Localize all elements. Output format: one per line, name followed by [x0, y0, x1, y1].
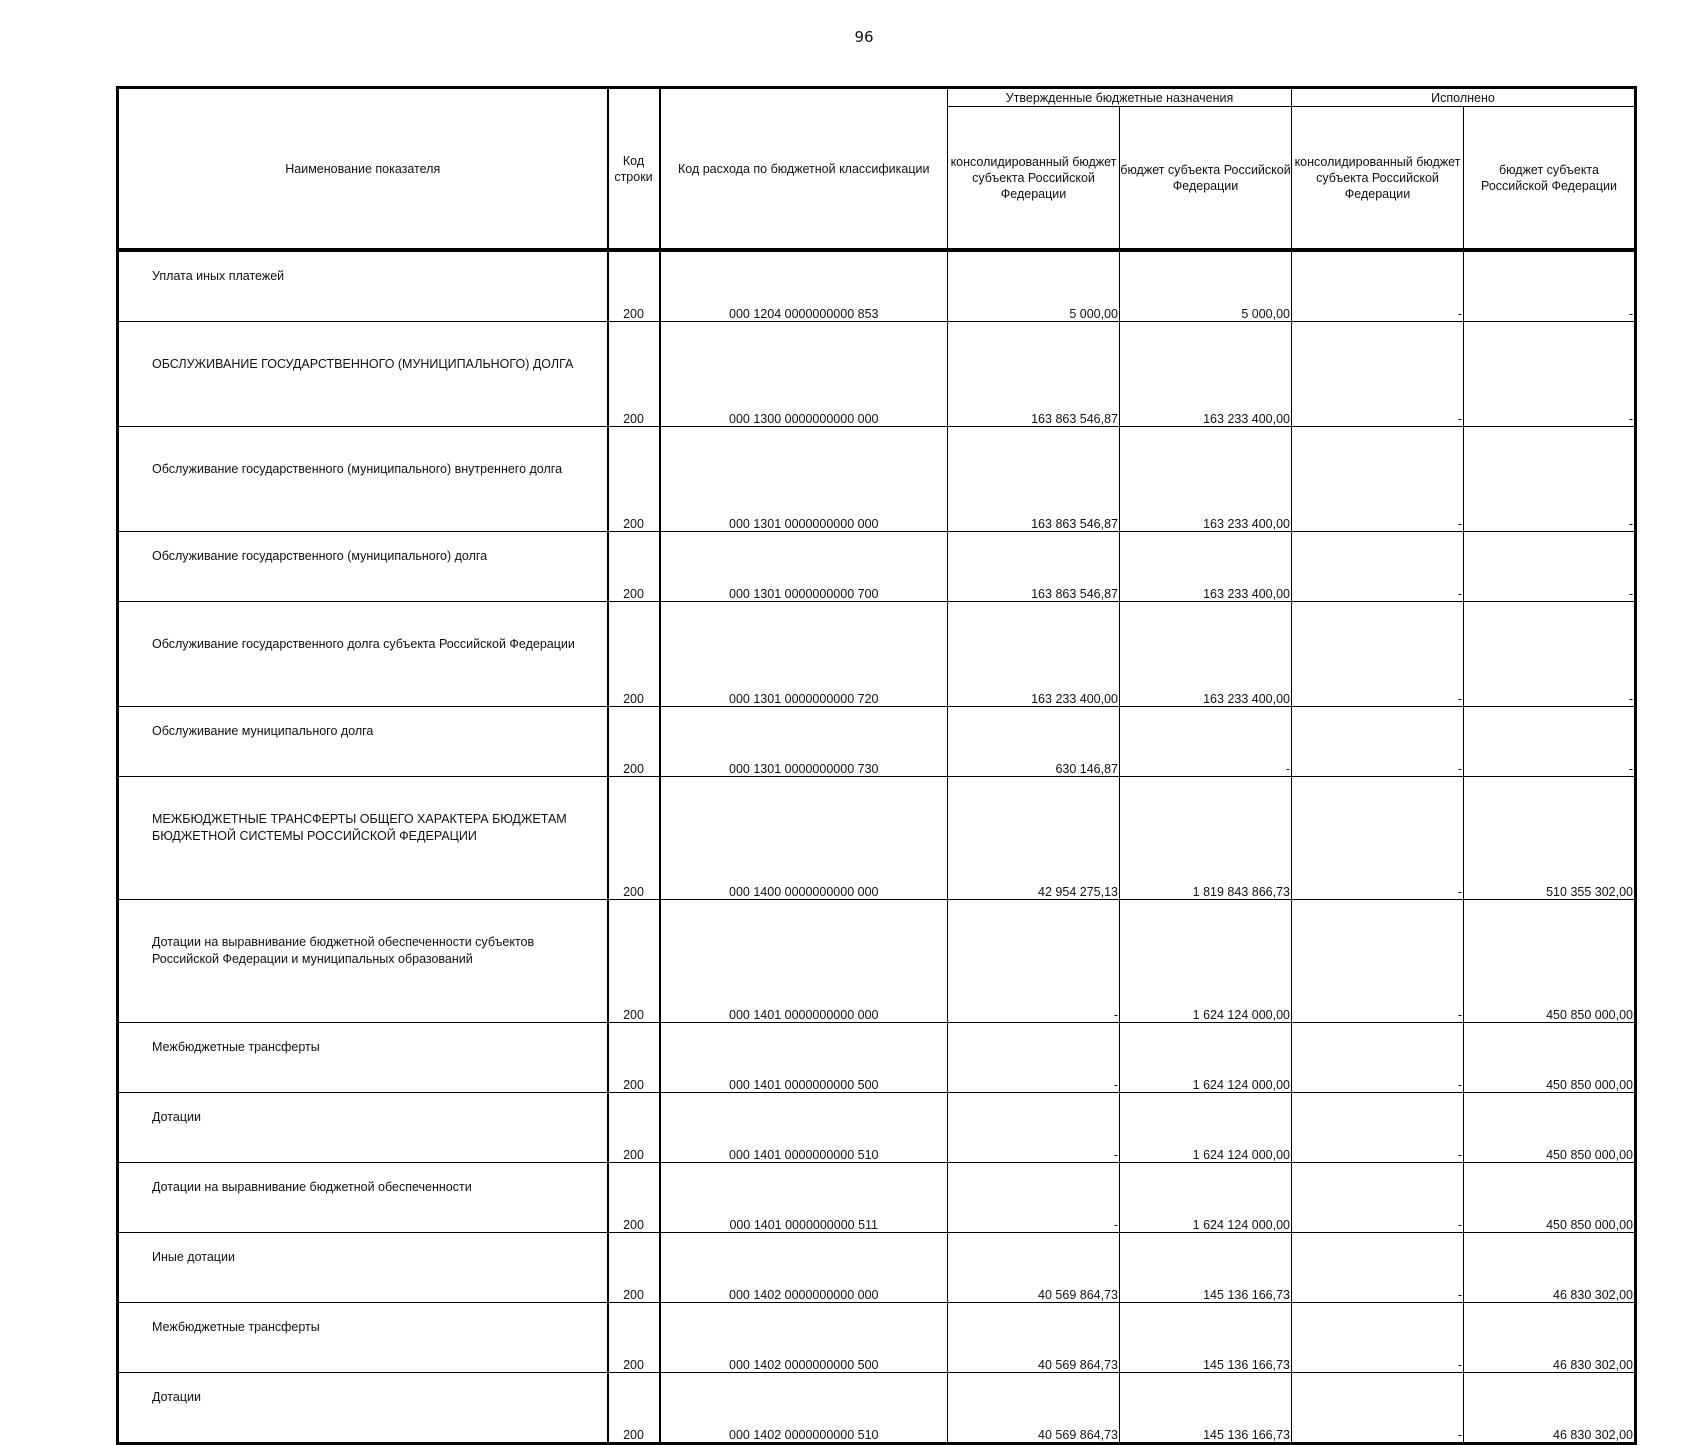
row-name: Дотации на выравнивание бюджетной обеспеченности	[118, 1163, 608, 1233]
table-row	[118, 427, 1636, 532]
row-expense-code: 000 1300 0000000000 000	[660, 322, 948, 427]
row-expense-code: 000 1400 0000000000 000	[660, 777, 948, 900]
row-executed-consolidated: -	[1292, 1373, 1464, 1444]
row-executed-consolidated: -	[1292, 1303, 1464, 1373]
row-approved-consolidated: -	[948, 1163, 1120, 1233]
row-approved-subject: 1 624 124 000,00	[1120, 1093, 1292, 1163]
row-expense-code: 000 1204 0000000000 853	[660, 250, 948, 322]
row-approved-consolidated: -	[948, 1093, 1120, 1163]
row-line-code: 200	[608, 900, 660, 1023]
row-line-code: 200	[608, 707, 660, 777]
row-approved-subject: 163 233 400,00	[1120, 602, 1292, 707]
table-row	[118, 1373, 1636, 1444]
row-line-code: 200	[608, 777, 660, 900]
table-row	[118, 900, 1636, 1023]
row-approved-subject: 145 136 166,73	[1120, 1373, 1292, 1444]
row-line-code: 200	[608, 532, 660, 602]
row-approved-subject: 5 000,00	[1120, 250, 1292, 322]
row-executed-subject: 450 850 000,00	[1464, 900, 1636, 1023]
row-name: Межбюджетные трансферты	[118, 1023, 608, 1093]
table-row	[118, 532, 1636, 602]
row-expense-code: 000 1301 0000000000 730	[660, 707, 948, 777]
table-row	[118, 1163, 1636, 1233]
row-executed-subject: -	[1464, 602, 1636, 707]
row-approved-subject: 163 233 400,00	[1120, 322, 1292, 427]
row-executed-consolidated: -	[1292, 532, 1464, 602]
row-approved-subject: 163 233 400,00	[1120, 427, 1292, 532]
row-approved-consolidated: 163 863 546,87	[948, 322, 1120, 427]
row-expense-code: 000 1402 0000000000 510	[660, 1373, 948, 1444]
row-executed-consolidated: -	[1292, 707, 1464, 777]
row-executed-subject: 450 850 000,00	[1464, 1163, 1636, 1233]
table-row	[118, 1093, 1636, 1163]
row-line-code: 200	[608, 1373, 660, 1444]
row-approved-consolidated: 163 233 400,00	[948, 602, 1120, 707]
row-approved-consolidated: 40 569 864,73	[948, 1303, 1120, 1373]
row-name: Уплата иных платежей	[118, 250, 608, 322]
row-expense-code: 000 1402 0000000000 000	[660, 1233, 948, 1303]
row-executed-consolidated: -	[1292, 250, 1464, 322]
table-row	[118, 250, 1636, 322]
column-group-executed: Исполнено	[1292, 88, 1636, 107]
column-header-name: Наименование показателя	[118, 88, 608, 251]
table-body	[118, 250, 1636, 1444]
row-executed-subject: 46 830 302,00	[1464, 1233, 1636, 1303]
column-header-executed-consolidated: консолидированный бюджет субъекта Российской Федерации	[1292, 107, 1464, 251]
row-line-code: 200	[608, 322, 660, 427]
row-approved-subject: 1 624 124 000,00	[1120, 1023, 1292, 1093]
row-approved-subject: 1 624 124 000,00	[1120, 900, 1292, 1023]
table-header	[118, 88, 1636, 251]
row-name: Межбюджетные трансферты	[118, 1303, 608, 1373]
row-expense-code: 000 1301 0000000000 700	[660, 532, 948, 602]
row-name: Обслуживание государственного долга субъекта Российской Федерации	[118, 602, 608, 707]
table-row	[118, 1233, 1636, 1303]
row-executed-consolidated: -	[1292, 322, 1464, 427]
row-expense-code: 000 1401 0000000000 500	[660, 1023, 948, 1093]
table-row	[118, 322, 1636, 427]
row-executed-consolidated: -	[1292, 900, 1464, 1023]
row-executed-consolidated: -	[1292, 1163, 1464, 1233]
column-header-approved-consolidated: консолидированный бюджет субъекта Российской Федерации	[948, 107, 1120, 251]
row-line-code: 200	[608, 1163, 660, 1233]
row-expense-code: 000 1401 0000000000 000	[660, 900, 948, 1023]
row-expense-code: 000 1301 0000000000 000	[660, 427, 948, 532]
row-approved-consolidated: -	[948, 1023, 1120, 1093]
row-executed-consolidated: -	[1292, 1023, 1464, 1093]
row-expense-code: 000 1401 0000000000 511	[660, 1163, 948, 1233]
row-line-code: 200	[608, 250, 660, 322]
row-line-code: 200	[608, 1093, 660, 1163]
row-approved-subject: 145 136 166,73	[1120, 1303, 1292, 1373]
row-approved-subject: 1 819 843 866,73	[1120, 777, 1292, 900]
row-name: Обслуживание государственного (муниципального) долга	[118, 532, 608, 602]
row-line-code: 200	[608, 427, 660, 532]
row-name: Обслуживание государственного (муниципального) внутреннего долга	[118, 427, 608, 532]
row-executed-consolidated: -	[1292, 427, 1464, 532]
row-expense-code: 000 1402 0000000000 500	[660, 1303, 948, 1373]
table-row	[118, 602, 1636, 707]
row-executed-consolidated: -	[1292, 1093, 1464, 1163]
row-executed-subject: 46 830 302,00	[1464, 1373, 1636, 1444]
row-expense-code: 000 1301 0000000000 720	[660, 602, 948, 707]
row-name: МЕЖБЮДЖЕТНЫЕ ТРАНСФЕРТЫ ОБЩЕГО ХАРАКТЕРА БЮДЖЕТАМ БЮДЖЕТНОЙ СИСТЕМЫ РОССИЙСКОЙ ФЕДЕРАЦИИ	[118, 777, 608, 900]
row-approved-consolidated: 163 863 546,87	[948, 532, 1120, 602]
column-header-approved-subject: бюджет субъекта Российской Федерации	[1120, 107, 1292, 251]
column-header-line-code: Код строки	[608, 88, 660, 251]
page-number: 96	[854, 28, 874, 46]
row-approved-consolidated: 40 569 864,73	[948, 1373, 1120, 1444]
table-row	[118, 707, 1636, 777]
row-name: Дотации	[118, 1373, 608, 1444]
row-executed-subject: 450 850 000,00	[1464, 1093, 1636, 1163]
budget-execution-table	[116, 86, 1637, 1445]
row-approved-subject: 1 624 124 000,00	[1120, 1163, 1292, 1233]
row-expense-code: 000 1401 0000000000 510	[660, 1093, 948, 1163]
row-name: ОБСЛУЖИВАНИЕ ГОСУДАРСТВЕННОГО (МУНИЦИПАЛЬНОГО) ДОЛГА	[118, 322, 608, 427]
row-executed-consolidated: -	[1292, 602, 1464, 707]
row-executed-subject: -	[1464, 427, 1636, 532]
row-approved-subject: -	[1120, 707, 1292, 777]
row-approved-subject: 163 233 400,00	[1120, 532, 1292, 602]
row-line-code: 200	[608, 1233, 660, 1303]
row-executed-subject: -	[1464, 707, 1636, 777]
table-row	[118, 1303, 1636, 1373]
column-header-executed-subject: бюджет субъекта Российской Федерации	[1464, 107, 1636, 251]
column-header-expense-code: Код расхода по бюджетной классификации	[660, 88, 948, 251]
row-executed-consolidated: -	[1292, 1233, 1464, 1303]
row-executed-subject: 510 355 302,00	[1464, 777, 1636, 900]
row-name: Дотации на выравнивание бюджетной обеспеченности субъектов Российской Федерации и муниципальных образований	[118, 900, 608, 1023]
row-name: Дотации	[118, 1093, 608, 1163]
row-approved-consolidated: -	[948, 900, 1120, 1023]
row-approved-consolidated: 630 146,87	[948, 707, 1120, 777]
row-approved-consolidated: 42 954 275,13	[948, 777, 1120, 900]
row-approved-subject: 145 136 166,73	[1120, 1233, 1292, 1303]
row-approved-consolidated: 163 863 546,87	[948, 427, 1120, 532]
row-approved-consolidated: 5 000,00	[948, 250, 1120, 322]
row-line-code: 200	[608, 1303, 660, 1373]
row-executed-consolidated: -	[1292, 777, 1464, 900]
row-executed-subject: -	[1464, 532, 1636, 602]
table-row	[118, 777, 1636, 900]
row-approved-consolidated: 40 569 864,73	[948, 1233, 1120, 1303]
row-line-code: 200	[608, 602, 660, 707]
row-line-code: 200	[608, 1023, 660, 1093]
row-executed-subject: -	[1464, 322, 1636, 427]
row-name: Иные дотации	[118, 1233, 608, 1303]
row-name: Обслуживание муниципального долга	[118, 707, 608, 777]
column-group-approved: Утвержденные бюджетные назначения	[948, 88, 1292, 107]
table-row	[118, 1023, 1636, 1093]
row-executed-subject: -	[1464, 250, 1636, 322]
row-executed-subject: 450 850 000,00	[1464, 1023, 1636, 1093]
row-executed-subject: 46 830 302,00	[1464, 1303, 1636, 1373]
